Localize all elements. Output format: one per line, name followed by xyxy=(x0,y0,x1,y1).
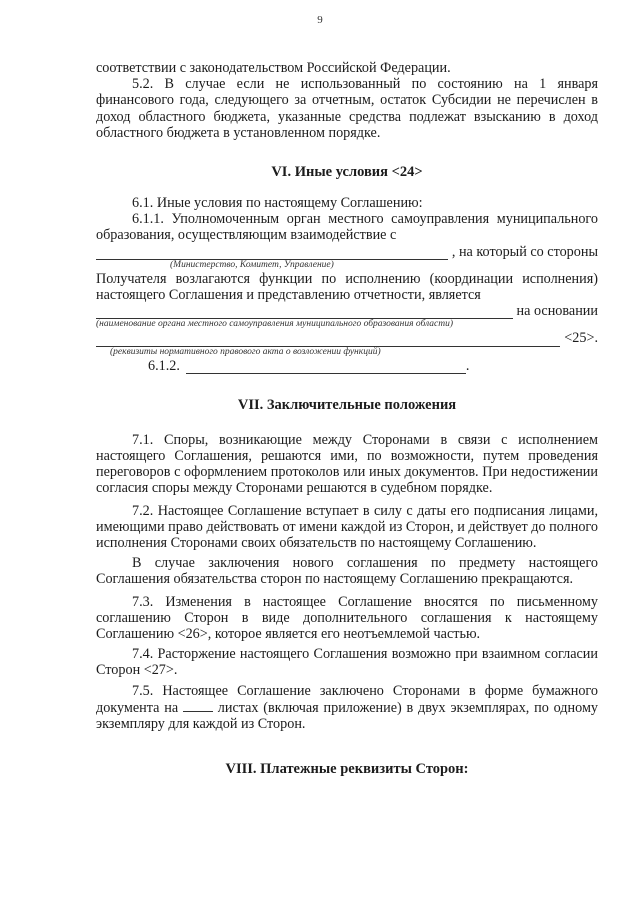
blank-field-organ[interactable] xyxy=(96,306,513,319)
blank-line-ministry xyxy=(96,244,598,260)
paragraph-6-1-2 xyxy=(96,358,598,374)
text-which-from-side: , на который со стороны xyxy=(451,243,598,260)
paragraph-7-2: 7.2. Настоящее Соглашение вступает в силу с даты его подписания лицами, имеющими право действовать от имени каждой из Сторон, и действует до полного исполнения Сторонами своих обязательств по настоящему Соглашению. xyxy=(96,502,598,552)
paragraph-7-5-start: 7.5. Настоящее Соглашение заключено Сторонами в форме бумажного документа на xyxy=(96,682,598,716)
blank-line-organ xyxy=(96,303,598,319)
page-number: 9 xyxy=(317,14,323,26)
paragraph-6-1-2-end: . xyxy=(465,357,470,374)
document-body xyxy=(96,60,598,778)
section-6-heading: VI. Иные условия <24> xyxy=(271,164,423,181)
paragraph-6-1-2-label: 6.1.2. xyxy=(148,357,180,374)
continuation-text: соответствии с законодательством Российской Федерации. xyxy=(96,60,451,76)
footnote-ref-25: <25>. xyxy=(564,330,598,347)
note-ministry: (Министерство, Комитет, Управление) xyxy=(170,259,334,270)
paragraph-7-4: 7.4. Расторжение настоящего Соглашения возможно при взаимном согласии Сторон <27>. xyxy=(96,646,598,679)
paragraph-6-1-1-cont: Получателя возлагаются функции по исполнению (координации исполнения) настоящего Соглашения и представлению отчетности, является xyxy=(96,270,598,304)
paragraph-5-2: 5.2. В случае если не использованный по состоянию на 1 января финансового года, следующего за отчетным, остаток Субсидии не перечислен в доход областного бюджета, указанные средства подлежат взысканию в доход областного бюджета в установленном порядке. xyxy=(96,76,598,141)
blank-line-act xyxy=(96,330,598,346)
text-on-basis: на основании xyxy=(516,303,598,320)
note-act: (реквизиты нормативного правового акта о возложении функций) xyxy=(110,346,381,357)
note-organ: (наименование органа местного самоуправления муниципального образования области) xyxy=(96,319,454,330)
blank-field-ministry[interactable] xyxy=(96,247,448,260)
paragraph-7-2-b: В случае заключения нового соглашения по предмету настоящего Соглашения обязательства сторон по настоящему Соглашению прекращаются. xyxy=(96,555,598,588)
paragraph-7-5 xyxy=(96,683,598,733)
blank-field-6-1-2[interactable] xyxy=(186,361,466,374)
paragraph-7-3: 7.3. Изменения в настоящее Соглашение вносятся по письменному соглашению Сторон в виде дополнительного соглашения к настоящему Соглашению <26>, которое является его неотъемлемой частью. xyxy=(96,593,598,643)
paragraph-7-5-end: листах (включая приложение) в двух экземплярах, по одному экземпляру для каждой из Сторон. xyxy=(96,699,599,733)
blank-field-sheets[interactable] xyxy=(183,699,213,712)
section-7-heading: VII. Заключительные положения xyxy=(237,396,457,413)
paragraph-7-1: 7.1. Споры, возникающие между Сторонами в связи с исполнением настоящего Соглашения, решаются ими, по возможности, путем проведения переговоров с оформлением протоколов или иных документов. При недостижении согласия споры между Сторонами решаются в судебном порядке. xyxy=(96,431,598,497)
blank-field-act[interactable] xyxy=(96,334,560,347)
section-8-heading: VIII. Платежные реквизиты Сторон: xyxy=(225,761,469,778)
paragraph-6-1: 6.1. Иные условия по настоящему Соглашению: xyxy=(132,195,423,212)
paragraph-6-1-1: 6.1.1. Уполномоченным орган местного самоуправления муниципального образования, осуществляющим взаимодействие с xyxy=(96,211,598,244)
